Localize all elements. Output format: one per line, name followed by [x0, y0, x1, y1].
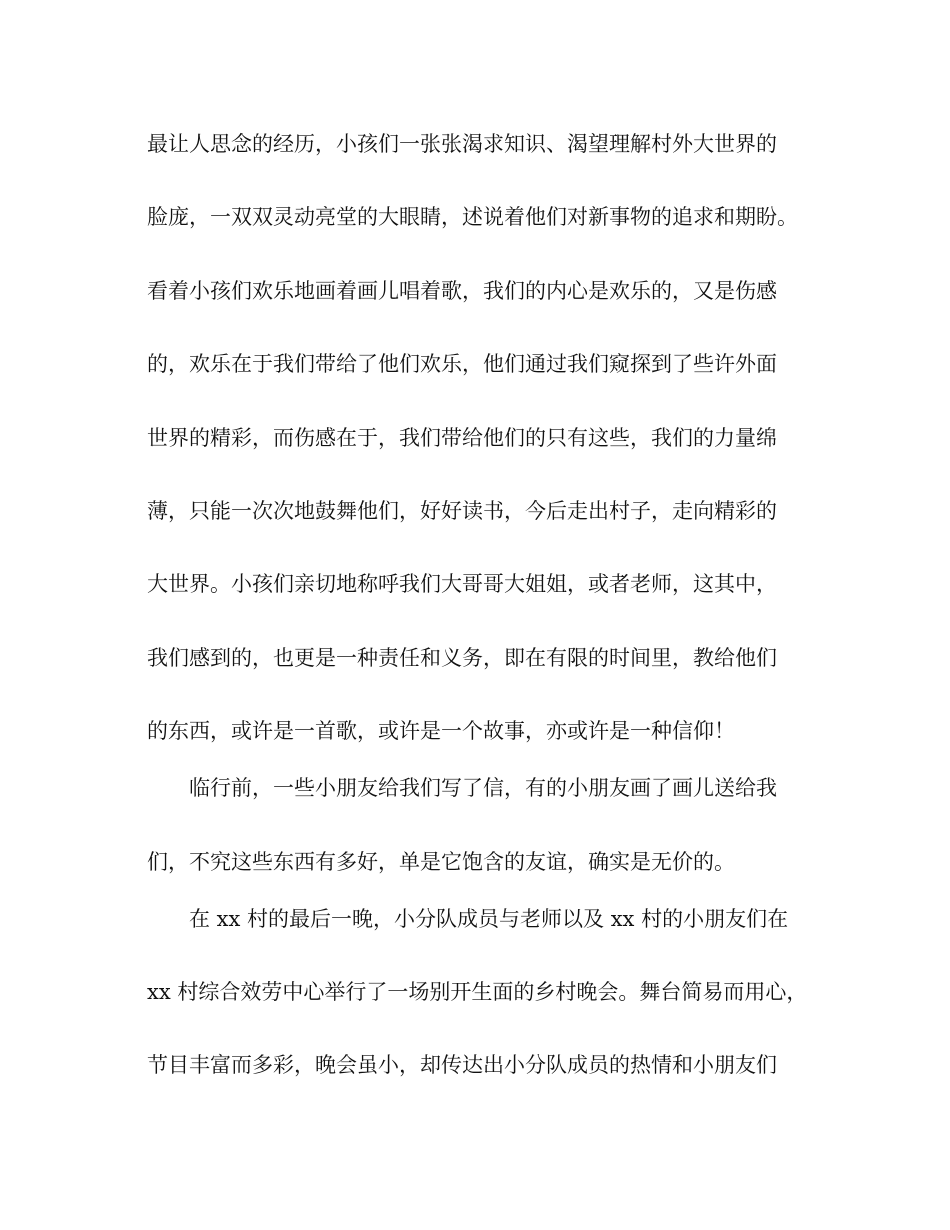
paragraph-first-line: 临行前，一些小朋友给我们写了信，有的小朋友画了画儿送给我 [189, 776, 777, 801]
document-body [147, 124, 827, 1119]
text-line: 我们感到的，也更是一种责任和义务，即在有限的时间里，教给他们 [147, 645, 777, 670]
text-line: 节目丰富而多彩，晚会虽小，却传达出小分队成员的热情和小朋友们 [147, 1053, 777, 1078]
text-line: 薄，只能一次次地鼓舞他们，好好读书，今后走出村子，走向精彩的 [147, 498, 777, 523]
text-line: xx 村综合效劳中心举行了一场别开生面的乡村晚会。舞台简易而用心， [147, 979, 808, 1004]
text-line: 的，欢乐在于我们带给了他们欢乐，他们通过我们窥探到了些许外面 [147, 352, 777, 377]
text-line: 大世界。小孩们亲切地称呼我们大哥哥大姐姐，或者老师，这其中， [147, 572, 777, 597]
paragraph-first-line: 在 xx 村的最后一晚，小分队成员与老师以及 xx 村的小朋友们在 [189, 906, 789, 931]
text-line: 的东西，或许是一首歌，或许是一个故事，亦或许是一种信仰！ [147, 719, 735, 744]
text-line: 最让人思念的经历，小孩们一张张渴求知识、渴望理解村外大世界的 [147, 132, 777, 156]
text-line: 看着小孩们欢乐地画着画儿唱着歌，我们的内心是欢乐的，又是伤感 [147, 278, 777, 303]
text-line: 脸庞，一双双灵动亮堂的大眼睛，述说着他们对新事物的追求和期盼。 [147, 205, 798, 230]
text-line: 们，不究这些东西有多好，单是它饱含的友谊，确实是无价的。 [147, 849, 735, 874]
text-line: 世界的精彩，而伤感在于，我们带给他们的只有这些，我们的力量绵 [147, 425, 777, 450]
